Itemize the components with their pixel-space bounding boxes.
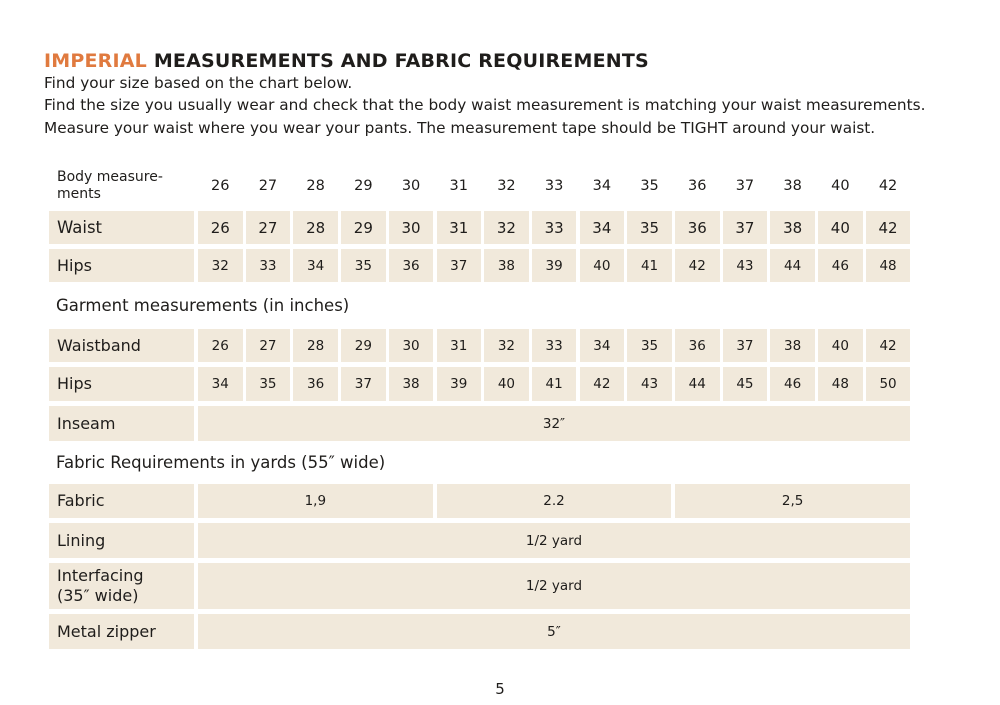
zipper-value: 5″ bbox=[198, 614, 910, 649]
garment-waistband-cell: 38 bbox=[770, 329, 815, 362]
body-waist-cell: 35 bbox=[627, 211, 672, 244]
body-waist-cell: 28 bbox=[293, 211, 338, 244]
size-header: 35 bbox=[640, 178, 659, 194]
body-waist-cell: 40 bbox=[818, 211, 863, 244]
intro-line: Find the size you usually wear and check that the body waist measurement is matching your waist measurements. bbox=[44, 96, 926, 115]
body-waist-cell: 29 bbox=[341, 211, 386, 244]
size-header: 30 bbox=[401, 178, 421, 194]
interfacing-label: Interfacing (35″ wide) bbox=[49, 563, 194, 609]
garment-hips-cell: 34 bbox=[198, 367, 243, 401]
interfacing-value: 1/2 yard bbox=[198, 563, 910, 609]
garment-hips-cell: 37 bbox=[341, 367, 386, 401]
body-hips-cell: 42 bbox=[675, 249, 720, 282]
garment-waistband-cell: 32 bbox=[484, 329, 529, 362]
body-waist-cell: 36 bbox=[675, 211, 720, 244]
body-hips-cell: 39 bbox=[532, 249, 577, 282]
body-hips-cell: 32 bbox=[198, 249, 243, 282]
garment-hips-cell: 43 bbox=[627, 367, 672, 401]
body-hips-cell: 40 bbox=[580, 249, 625, 282]
body-waist-label: Waist bbox=[49, 211, 194, 244]
garment-waistband-cell: 42 bbox=[866, 329, 911, 362]
body-hips-cell: 36 bbox=[389, 249, 434, 282]
garment-waistband-cell: 29 bbox=[341, 329, 386, 362]
fabric-value: 2,5 bbox=[675, 484, 910, 518]
body-hips-cell: 41 bbox=[627, 249, 672, 282]
size-header: 31 bbox=[449, 178, 468, 194]
body-waist-cell: 32 bbox=[484, 211, 529, 244]
size-header: 32 bbox=[497, 178, 516, 194]
fabric-value: 1,9 bbox=[198, 484, 433, 518]
size-header: 37 bbox=[735, 178, 755, 194]
inseam-label: Inseam bbox=[49, 406, 194, 441]
garment-waistband-cell: 35 bbox=[627, 329, 672, 362]
garment-hips-label: Hips bbox=[49, 367, 194, 401]
body-hips-cell: 33 bbox=[246, 249, 291, 282]
garment-hips-cell: 35 bbox=[246, 367, 291, 401]
body-hips-label: Hips bbox=[49, 249, 194, 282]
garment-waistband-cell: 30 bbox=[389, 329, 434, 362]
size-header: 28 bbox=[306, 178, 325, 194]
size-header: 27 bbox=[258, 178, 278, 194]
garment-waistband-cell: 36 bbox=[675, 329, 720, 362]
body-waist-cell: 34 bbox=[580, 211, 625, 244]
zipper-label: Metal zipper bbox=[49, 614, 194, 649]
garment-waistband-cell: 33 bbox=[532, 329, 577, 362]
body-waist-cell: 31 bbox=[437, 211, 482, 244]
lining-label: Lining bbox=[49, 523, 194, 558]
size-header: 33 bbox=[544, 178, 564, 194]
garment-hips-cell: 48 bbox=[818, 367, 863, 401]
garment-hips-cell: 44 bbox=[675, 367, 720, 401]
garment-waistband-label: Waistband bbox=[49, 329, 194, 362]
body-hips-cell: 48 bbox=[866, 249, 911, 282]
intro-line: Find your size based on the chart below. bbox=[44, 74, 353, 92]
inseam-value: 32″ bbox=[198, 406, 910, 441]
body-waist-cell: 26 bbox=[198, 211, 243, 244]
garment-hips-cell: 42 bbox=[580, 367, 625, 401]
body-waist-cell: 27 bbox=[246, 211, 291, 244]
body-waist-cell: 42 bbox=[866, 211, 911, 244]
garment-hips-cell: 40 bbox=[484, 367, 529, 401]
body-hips-cell: 38 bbox=[484, 249, 529, 282]
garment-hips-cell: 38 bbox=[389, 367, 434, 401]
size-header: 34 bbox=[592, 178, 612, 194]
garment-hips-cell: 36 bbox=[293, 367, 338, 401]
garment-hips-cell: 45 bbox=[723, 367, 768, 401]
size-header: 26 bbox=[211, 178, 230, 194]
fabric-label: Fabric bbox=[49, 484, 194, 518]
body-hips-cell: 43 bbox=[723, 249, 768, 282]
garment-heading: Garment measurements (in inches) bbox=[56, 296, 350, 315]
size-header: 36 bbox=[688, 178, 707, 194]
body-hips-cell: 44 bbox=[770, 249, 815, 282]
body-waist-cell: 37 bbox=[723, 211, 768, 244]
garment-hips-cell: 50 bbox=[866, 367, 911, 401]
title-rest: MEASUREMENTS AND FABRIC REQUIREMENTS bbox=[147, 50, 649, 72]
size-header-label: Body measure- ments bbox=[57, 169, 163, 202]
garment-hips-cell: 39 bbox=[437, 367, 482, 401]
size-header: 29 bbox=[354, 178, 373, 194]
page-number: 5 bbox=[495, 680, 505, 698]
lining-value: 1/2 yard bbox=[198, 523, 910, 558]
size-header: 40 bbox=[831, 178, 850, 194]
body-waist-cell: 33 bbox=[532, 211, 577, 244]
body-waist-cell: 38 bbox=[770, 211, 815, 244]
garment-waistband-cell: 31 bbox=[437, 329, 482, 362]
garment-waistband-cell: 40 bbox=[818, 329, 863, 362]
garment-waistband-cell: 27 bbox=[246, 329, 291, 362]
fabric-heading: Fabric Requirements in yards (55″ wide) bbox=[56, 453, 386, 472]
body-hips-cell: 34 bbox=[293, 249, 338, 282]
body-hips-cell: 35 bbox=[341, 249, 386, 282]
size-header: 38 bbox=[783, 178, 802, 194]
garment-waistband-cell: 26 bbox=[198, 329, 243, 362]
title-accent: IMPERIAL bbox=[44, 50, 147, 72]
body-waist-cell: 30 bbox=[389, 211, 434, 244]
garment-waistband-cell: 34 bbox=[580, 329, 625, 362]
intro-line: Measure your waist where you wear your pants. The measurement tape should be TIGHT around your waist. bbox=[44, 118, 876, 137]
garment-waistband-cell: 28 bbox=[293, 329, 338, 362]
size-header: 42 bbox=[878, 178, 898, 194]
body-hips-cell: 37 bbox=[437, 249, 482, 282]
body-hips-cell: 46 bbox=[818, 249, 863, 282]
garment-hips-cell: 41 bbox=[532, 367, 577, 401]
fabric-value: 2.2 bbox=[437, 484, 672, 518]
garment-waistband-cell: 37 bbox=[723, 329, 768, 362]
garment-hips-cell: 46 bbox=[770, 367, 815, 401]
